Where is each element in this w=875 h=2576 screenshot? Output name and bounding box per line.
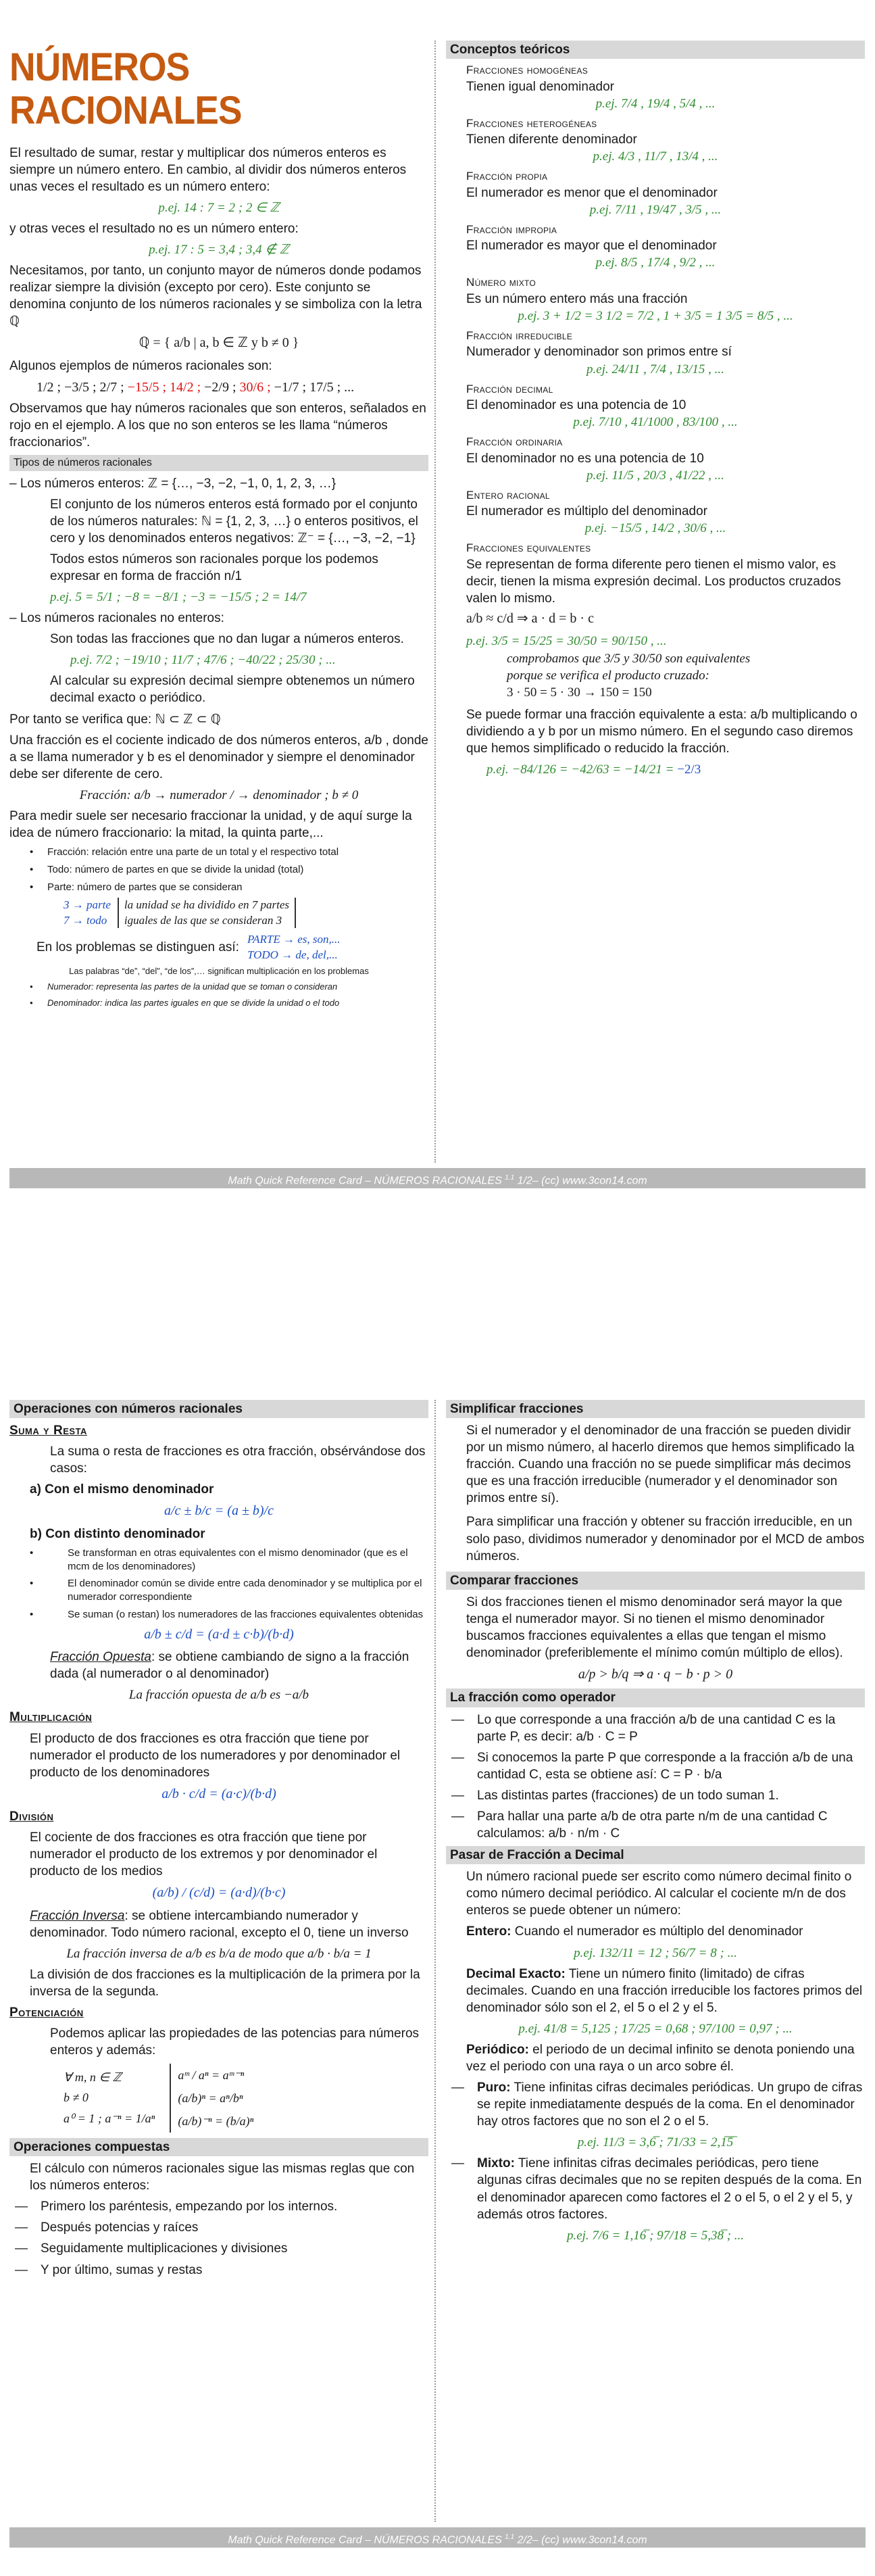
inclusion-statement: Por tanto se verifica que: ℕ ⊂ ℤ ⊂ ℚ (9, 712, 221, 727)
non-integers-example: p.ej. 7/2 ; −19/10 ; 11/7 ; 47/6 ; −40/22 ; 25/30 ; ... (70, 653, 336, 668)
formula-different-denominator: a/b ± c/d = (a·d ± c·b)/(b·d) (144, 1626, 294, 1642)
rational-examples (9, 379, 428, 396)
compound-text: El cálculo con números racionales sigue las mismas reglas que con los números enteros: (30, 2162, 415, 2193)
simplify-text-1: Si el numerador y el denominador de una fracción se pueden dividir por un mismo número, al hacerlo diremos que hemos simplificado la fracción. Cuando una fracción no se puede simplificar más decimos que es una fracción irreducible (numerador y el denominador son primos entre sí). (466, 1424, 855, 1506)
multiplication-formula: a/b · c/d = (a·c)/(b·d) (161, 1786, 276, 1801)
decimal-exact (446, 1966, 865, 2016)
column-divider (434, 1400, 436, 2522)
compare-formula: a/p > b/q ⇒ a · q − b · p > 0 (578, 1667, 733, 1682)
intro-paragraph-2: y otras veces el resultado no es un número entero: (9, 221, 299, 236)
rational-set-definition: ℚ = { a/b | a, b ∈ ℤ y b ≠ 0 } (139, 335, 299, 351)
operator-list (446, 1711, 865, 1843)
concept-item (446, 329, 865, 378)
non-integers-text-2: Al calcular su expresión decimal siempre obtenemos un número decimal exacto o periódico. (50, 674, 415, 706)
concept-text: El numerador es menor que el denominador (466, 185, 718, 200)
concept-example: p.ej. −15/5 , 14/2 , 30/6 , ... (584, 521, 726, 536)
opposite-text: : se obtiene cambiando de signo a la fracción dada (al numerador o al denominador) (50, 1650, 409, 1682)
intro-paragraph-3: Necesitamos, por tanto, un conjunto mayor de números donde podamos realizar siempre la división (excepto por cero). Este conjunto se denomina conjunto de los números racionales y se simboliza con la letra ℚ (9, 264, 422, 329)
footer-version: 1.1 (505, 2533, 515, 2541)
periodic-types (446, 2155, 865, 2222)
decimal-exact-text: Tiene un número finito (limitado) de cifras decimales. Cuando en una fracción irreducible los factores primos del denominador sólo son el 2, el 5 o el 2 y el 5. (466, 1966, 863, 2015)
concept-item (446, 382, 865, 431)
example-integer-division: p.ej. 14 : 7 = 2 ; 2 ∈ ℤ (158, 200, 280, 215)
compound-operations-header: Operaciones compuestas (9, 2138, 428, 2156)
measure-paragraph: Para medir suele ser necesario fraccionar la unidad, y de aquí surge la idea de número fraccionario: la mitad, la quinta parte,... (9, 808, 412, 840)
concept-example: p.ej. 4/3 , 11/7 , 13/4 , ... (593, 149, 718, 164)
example-non-integer-division: p.ej. 17 : 5 = 3,4 ; 3,4 ∉ ℤ (149, 242, 289, 257)
footer-bar (9, 2527, 866, 2548)
equivalence-check-2: porque se verifica el producto cruzado: (507, 668, 709, 683)
non-integers-text: Son todas las fracciones que no dan lugar a números enteros. (50, 632, 404, 647)
part-whole-note-2: iguales de las que se consideran 3 (124, 913, 282, 927)
concept-title: Fracciones equivalentes (466, 541, 591, 555)
division-formula: (a/b) / (c/d) = (a·d)/(b·c) (152, 1885, 286, 1901)
operator-header: La fracción como operador (446, 1688, 865, 1707)
concept-title: Fracción decimal (466, 382, 553, 395)
integers-text-2: Todos estos números son racionales porque los podemos expresar en forma de fracción n/1 (50, 552, 378, 583)
power-condition: b ≠ 0 (64, 2091, 89, 2105)
page-1 (0, 0, 875, 1217)
concepts-list (446, 63, 865, 537)
equivalence-check-3: 3 · 50 = 5 · 30 → 150 = 150 (507, 685, 652, 700)
inverse-formula: La fracción inversa de a/b es b/a de modo que a/b · b/a = 1 (66, 1947, 372, 1962)
mixed-text: Tiene infinitas cifras decimales periódicas, pero tiene algunas cifras decimales que no se repiten después de la coma. En el denominador aparecen como factores el 2 o el 5, o el 2 y el 5, y además otros factores. (477, 2156, 862, 2222)
fraction-formula: Fracción: a/b → numerador / → denominador ; b ≠ 0 (79, 787, 359, 802)
decimal-periodic-label: Periódico: (466, 2042, 529, 2057)
concept-item (446, 63, 865, 112)
list-item: • Se transforman en otras equivalentes con el mismo denominador (que es el mcm de los denominadores) (9, 1547, 428, 1574)
list-item: — Después potencias y raíces (9, 2219, 428, 2236)
page-gap (0, 1217, 875, 1359)
equivalence-rule: a/b ≈ c/d ⇒ a · d = b · c (466, 611, 594, 627)
concept-example: p.ej. 7/10 , 41/1000 , 83/100 , ... (573, 415, 738, 430)
page-title: NÚMEROS RACIONALES (9, 45, 242, 132)
concept-text: Tienen diferente denominador (466, 132, 637, 147)
list-item: — Las distintas partes (fracciones) de un todo suman 1. (446, 1787, 865, 1804)
formula-same-denominator: a/c ± b/c = (a ± b)/c (164, 1503, 274, 1519)
inverse-fraction (9, 1907, 428, 1941)
examples-part: 1/2 ; −3/5 ; 2/7 ; (36, 379, 124, 395)
decimal-header: Pasar de Fracción a Decimal (446, 1846, 865, 1864)
concept-text: Numerador y denominador son primos entre sí (466, 345, 732, 360)
concept-title: Número mixto (466, 276, 536, 289)
list-item: — Para hallar una parte a/b de otra parte n/m de una cantidad C calculamos: a/b · n/m · C (446, 1808, 865, 1842)
concepts-header: Conceptos teóricos (446, 41, 865, 59)
non-integers-label: – Los números racionales no enteros: (9, 611, 224, 626)
pure-text: Tiene infinitas cifras decimales periódicas. Un grupo de cifras se repite inmediatamente después de la coma. En el denominador hay otros factores que no son el 2 o el 5. (477, 2081, 863, 2129)
concept-example: p.ej. 3 + 1/2 = 3 1/2 = 7/2 , 1 + 3/5 = 1 3/5 = 8/5 , ... (518, 308, 793, 323)
concept-title: Fracción impropia (466, 222, 557, 236)
list-item: — Lo que corresponde a una fracción a/b de una cantidad C es la parte P, es decir: a/b · C = P (446, 1711, 865, 1745)
footer-tail: 2/2– (cc) www.3con14.com (517, 2534, 647, 2546)
page1-left-column (9, 41, 428, 1163)
part-label: 3 → parte (64, 898, 111, 912)
concept-title: Entero racional (466, 488, 550, 502)
footer-title: Math Quick Reference Card – NÚMEROS RACIONALES (228, 1175, 502, 1187)
list-item: — Primero los paréntesis, empezando por los internos. (9, 2198, 428, 2215)
problems-whole: TODO → de, del,... (247, 948, 338, 961)
list-item (446, 2155, 865, 2222)
list-item (446, 2079, 865, 2130)
page2-left-column (9, 1400, 428, 2522)
equivalence-example: p.ej. 3/5 = 15/25 = 30/50 = 90/150 , ... (466, 634, 667, 649)
problems-label: En los problemas se distinguen así: (36, 940, 239, 955)
simplification-steps: p.ej. −84/126 = −42/63 = −14/21 = (486, 762, 674, 777)
examples-part: −2/9 ; (204, 379, 236, 395)
concept-text: Se representan de forma diferente pero tienen el mismo valor, es decir, tienen la misma expresión decimal. Los productos cruzados valen lo mismo. (466, 557, 841, 606)
simplify-text-2: Para simplificar una fracción y obtener su fracción irreducible, en un solo paso, dividimos numerador y denominador por el MCD de ambos números. (466, 1515, 865, 1563)
concept-title: Fracción propia (466, 170, 548, 183)
observation-paragraph: Observamos que hay números racionales que son enteros, señalados en rojo en el ejemplo. A los que no son enteros se les llama “números fraccionarios”. (9, 402, 426, 450)
multiplication-title: Multiplicación (9, 1710, 93, 1725)
concept-item (446, 116, 865, 166)
concept-title: Fracciones heterogéneas (466, 116, 597, 130)
mixed-label: Mixto: (477, 2156, 515, 2171)
types-header: Tipos de números racionales (9, 455, 428, 470)
list-item: • Parte: número de partes que se consideran (9, 881, 428, 894)
list-item: • Se suman (o restan) los numeradores de las fracciones equivalentes obtenidas (9, 1608, 428, 1622)
part-whole-example (9, 898, 428, 928)
footer-tail: 1/2– (cc) www.3con14.com (517, 1175, 647, 1187)
concept-text: El denominador no es una potencia de 10 (466, 451, 704, 466)
power-text: Podemos aplicar las propiedades de las potencias para números enteros y además: (50, 2026, 420, 2058)
concept-text: Tienen igual denominador (466, 79, 615, 94)
equivalent-fractions-block (446, 541, 865, 778)
footer-version: 1.1 (505, 1174, 515, 1182)
concept-example: p.ej. 8/5 , 17/4 , 9/2 , ... (595, 256, 716, 270)
concept-item (446, 222, 865, 272)
concept-text: El denominador es una potencia de 10 (466, 398, 686, 413)
integers-label: – Los números enteros: ℤ = {…, −3, −2, −1, 0, 1, 2, 3, …} (9, 476, 336, 491)
examples-part: −1/7 ; 17/5 ; ... (274, 379, 355, 395)
concept-example: p.ej. 11/5 , 20/3 , 41/22 , ... (586, 468, 724, 483)
list-item: • Fracción: relación entre una parte de un total y el respectivo total (9, 846, 428, 859)
decimal-integer (446, 1923, 865, 1940)
list-item: — Si conocemos la parte P que corresponde a la fracción a/b de una cantidad C, esta se obtiene así: C = P · b/a (446, 1749, 865, 1783)
power-condition: a⁰ = 1 ; a⁻ⁿ = 1/aⁿ (64, 2112, 155, 2126)
compare-header: Comparar fracciones (446, 1572, 865, 1590)
inverse-label: Fracción Inversa (30, 1908, 125, 1923)
fraction-definition: Una fracción es el cociente indicado de dos números enteros, a/b , donde a se llama numerador y b es el denominador y siempre el denominador debe ser diferente de cero. (9, 733, 428, 781)
simplification-example (446, 761, 865, 778)
compare-text: Si dos fracciones tienen el mismo denominador será mayor la que tenga el numerador mayor. Si no tienen el mismo denominador buscamos fracciones equivalentes a ellas que tengan el mismo denominador (preferiblemente el mínimo común múltiplo de ellos). (466, 1595, 843, 1661)
concept-example: p.ej. 24/11 , 7/4 , 13/15 , ... (586, 362, 724, 376)
concept-item (446, 488, 865, 537)
power-rule: (a/b)⁻ⁿ = (b/a)ⁿ (178, 2114, 254, 2128)
problems-part: PARTE → es, son,... (247, 933, 341, 946)
concept-item (446, 169, 865, 218)
power-rule: (a/b)ⁿ = aⁿ/bⁿ (178, 2091, 243, 2105)
concept-item (446, 275, 865, 324)
integers-example: p.ej. 5 = 5/1 ; −8 = −8/1 ; −3 = −15/5 ; 2 = 14/7 (50, 590, 307, 605)
list-item: • El denominador común se divide entre cada denominador y se multiplica por el numerador correspondiente (9, 1577, 428, 1604)
page1-right-column (446, 41, 865, 1163)
concept-example: p.ej. 7/4 , 19/4 , 5/4 , ... (595, 96, 716, 111)
power-condition: ∀ m, n ∈ ℤ (64, 2070, 122, 2084)
list-item: — Y por último, sumas y restas (9, 2262, 428, 2279)
division-note: La división de dos fracciones es la multiplicación de la primera por la inversa de la segunda. (30, 1968, 420, 1999)
concept-title: Fracción irreducible (466, 329, 573, 343)
decimal-integer-example: p.ej. 132/11 = 12 ; 56/7 = 8 ; ... (574, 1945, 737, 1960)
division-title: División (9, 1809, 54, 1824)
inverse-text: : se obtiene intercambiando numerador y denominador. Todo número racional, excepto el 0, tiene un inverso (30, 1908, 409, 1940)
concept-text: Es un número entero más una fracción (466, 291, 688, 306)
numerator-note: • Numerador: representa las partes de la unidad que se toman o consideran (9, 981, 428, 992)
list-item: • Todo: número de partes en que se divide la unidad (total) (9, 863, 428, 877)
examples-label: Algunos ejemplos de números racionales son: (9, 358, 272, 373)
periodic-types (446, 2079, 865, 2130)
words-note: Las palabras “de”, “del”, “de los”,… significan multiplicación en los problemas (69, 966, 369, 977)
mixed-example: p.ej. 7/6 = 1,16̅ ; 97/18 = 5,38̅ ; ... (566, 2228, 745, 2243)
power-rule: aᵐ / aⁿ = aᵐ⁻ⁿ (178, 2068, 245, 2082)
intro-paragraph-1: El resultado de sumar, restar y multiplicar dos números enteros es siempre un número entero. En cambio, al dividir dos números enteros unas veces el resultado es un número entero: (9, 145, 407, 194)
integers-text-1: El conjunto de los números enteros está formado por el conjunto de los números naturales: ℕ = {1, 2, 3, …} o enteros positivos, el cero y los denominados enteros negativos: ℤ⁻ = {…, −3, −2, −1} (50, 497, 418, 545)
column-divider (434, 41, 436, 1163)
decimal-exact-example: p.ej. 41/8 = 5,125 ; 17/25 = 0,68 ; 97/100 = 0,97 ; ... (518, 2021, 793, 2036)
whole-label: 7 → todo (64, 913, 107, 927)
concept-item (446, 435, 865, 484)
sum-title: Suma y Resta (9, 1424, 87, 1438)
page-2 (0, 1359, 875, 2576)
sum-text: La suma o resta de fracciones es otra fracción, obsérvándose dos casos: (50, 1444, 426, 1476)
equivalence-check-1: comprobamos que 3/5 y 30/50 son equivalentes (507, 651, 751, 666)
examples-integer-part: −15/5 ; 14/2 ; (127, 379, 201, 395)
concept-title: Fracción ordinaria (466, 435, 563, 449)
pure-example: p.ej. 11/3 = 3,6̅ ; 71/33 = 2,1̅5̅ (577, 2135, 734, 2150)
simplify-header: Simplificar fracciones (446, 1400, 865, 1418)
decimal-periodic (446, 2041, 865, 2075)
opposite-label: Fracción Opuesta (50, 1650, 151, 1665)
decimal-periodic-text: el periodo de un decimal infinito se denota poniendo una vez el periodo con una raya o un arco sobre él. (466, 2042, 855, 2074)
concept-example: p.ej. 7/11 , 19/47 , 3/5 , ... (589, 202, 722, 217)
decimal-integer-label: Entero: (466, 1924, 511, 1939)
problems-row (9, 932, 428, 963)
list-item: — Seguidamente multiplicaciones y divisiones (9, 2240, 428, 2257)
division-text: El cociente de dos fracciones es otra fracción que tiene por numerador el producto de los extremos y por denominador el producto de los medios (30, 1830, 378, 1879)
decimal-exact-label: Decimal Exacto: (466, 1966, 566, 1981)
decimal-integer-text: Cuando el numerador es múltiplo del denominador (511, 1924, 803, 1939)
examples-integer-part: 30/6 ; (239, 379, 271, 395)
opposite-fraction (9, 1649, 428, 1682)
compound-steps (9, 2198, 428, 2278)
concept-text: El numerador es mayor que el denominador (466, 239, 717, 253)
case-a: a) Con el mismo denominador (30, 1482, 214, 1497)
footer-title: Math Quick Reference Card – NÚMEROS RACIONALES (228, 2534, 502, 2546)
denominator-note: • Denominador: indica las partes iguales en que se divide la unidad o el todo (9, 997, 428, 1008)
pure-label: Puro: (477, 2081, 511, 2095)
opposite-formula: La fracción opuesta de a/b es −a/b (128, 1688, 309, 1703)
case-b: b) Con distinto denominador (30, 1526, 205, 1541)
power-rules (9, 2064, 428, 2133)
footer-bar (9, 1168, 866, 1188)
case-b-steps (9, 1547, 428, 1622)
concept-title: Fracciones homogéneas (466, 64, 589, 77)
operations-header: Operaciones con números racionales (9, 1400, 428, 1418)
equivalence-obtain: Se puede formar una fracción equivalente a esta: a/b multiplicando o dividiendo a y b por un mismo número. En el segundo caso diremos que hemos simplificado o reducido la fracción. (466, 707, 857, 756)
power-title: Potenciación (9, 2006, 84, 2020)
page2-right-column (446, 1400, 865, 2522)
numerator-denominator-notes (9, 981, 428, 1008)
part-whole-note-1: la unidad se ha dividido en 7 partes (124, 898, 290, 912)
multiplication-text: El producto de dos fracciones es otra fracción que tiene por numerador el producto de los numeradores y por denominador el producto de los denominadores (30, 1731, 401, 1780)
concept-text: El numerador es múltiplo del denominador (466, 504, 707, 519)
simplification-result: −2/3 (677, 762, 701, 777)
fraction-terms-list (9, 846, 428, 894)
decimal-text: Un número racional puede ser escrito como número decimal finito o como número decimal periódico. Al calcular el cociente m/n de dos enteros se puede obtener un número: (466, 1870, 852, 1918)
